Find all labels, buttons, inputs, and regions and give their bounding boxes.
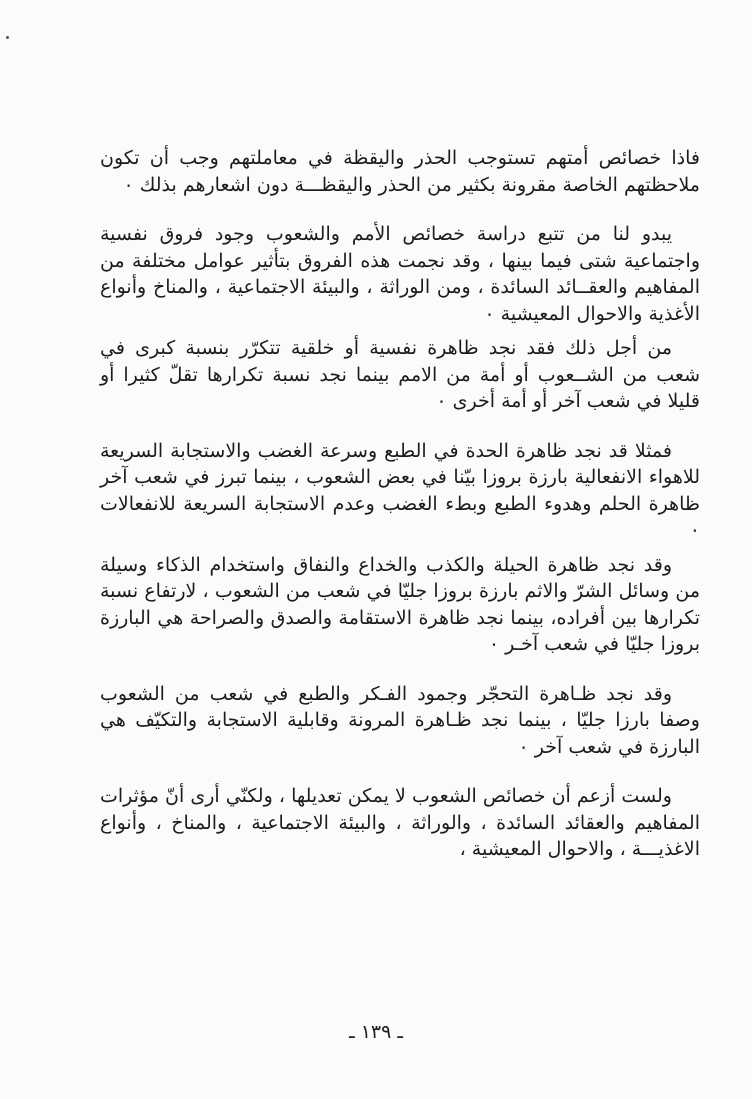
- paragraph-1: فاذا خصائص أمتهم تستوجب الحذر واليقظة في معاملتهم وجب أن تكون ملاحظتهم الخاصة مقرونة بكثير من الحذر واليقظـــة دون اشعارهم بذلك ٠: [100, 147, 700, 196]
- paragraph-7: ولست أزعم أن خصائص الشعوب لا يمكن تعديلها ، ولكنّي أرى أنّ مؤثرات المفاهيم والعقائد السائدة ، والوراثة ، والبيئة الاجتماعية ، والمناخ ، وأنواع الاغذيـــة ، والاحوال المعيشية ،: [100, 785, 700, 860]
- paragraph-5: وقد نجد ظاهرة الحيلة والكذب والخداع والنفاق واستخدام الذكاء وسيلة من وسائل الشرّ والاثم بارزة بروزا جليّا في شعب من الشعوب ، لارتفاع نسبة تكرارها بين أفراده، بينما نجد ظاهرة الاستقامة والصدق والصراحة هي البارزة بروزا جليّا في شعب آخـر ٠: [100, 553, 700, 655]
- body-text: [100, 145, 700, 863]
- paragraph-6: وقد نجد ظـاهرة التحجّر وجمود الفـكر والطبع في شعب من الشعوب وصفا بارزا جليّا ، بينما نجد ظـاهرة المرونة وقابلية الاستجابة والتكيّف هي البارزة في شعب آخر ٠: [100, 682, 700, 758]
- paragraph-3: من أجل ذلك فقد نجد ظاهرة نفسية أو خلقية تتكرّر بنسبة كبرى في شعب من الشــعوب أو أمة من الامم بينما نجد نسبة تكرارها تقلّ كثيرا أو قليلا في شعب آخر أو أمة أخرى ٠: [100, 337, 700, 412]
- page-number: ـ ١٣٩ ـ: [349, 1021, 403, 1043]
- margin-speck: [6, 36, 9, 39]
- paragraph-4: فمثلا قد نجد ظاهرة الحدة في الطبع وسرعة الغضب والاستجابة السريعة للاهواء الانفعالية بارزة بروزا بيّنا في بعض الشعوب ، بينما تبرز في شعب آخر ظاهرة الحلم وهدوء الطبع وبطء الغضب وعدم الاستجابة السريعة للانفعالات ٠: [100, 439, 700, 541]
- paragraph-2: يبدو لنا من تتبع دراسة خصائص الأمم والشعوب وجود فروق نفسية واجتماعية شتى فيما بينها ، وقد نجمت هذه الفروق بتأثير عوامل مختلفة من المفاهيم والعقــائد السائدة ، ومن الوراثة ، والبيئة الاجتماعية ، والمناخ وأنواع الأغذية والاحوال المعيشية ٠: [100, 223, 700, 325]
